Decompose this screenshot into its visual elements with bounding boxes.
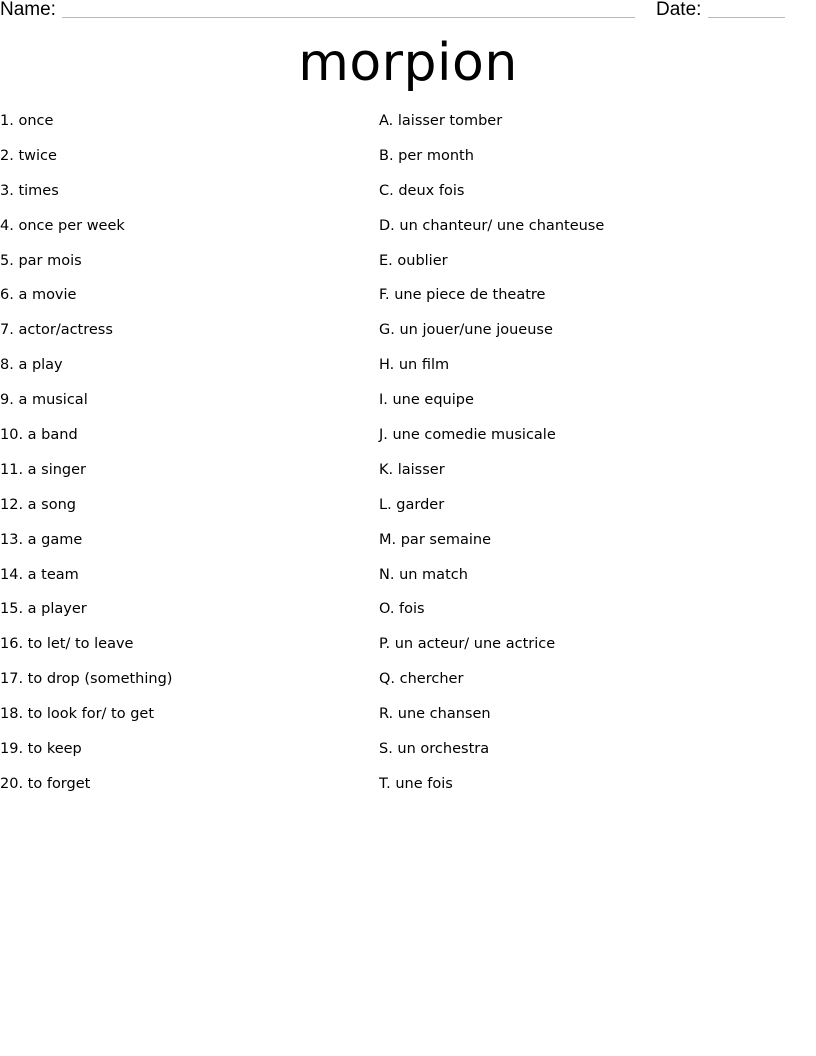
answer-item: R. une chansen (379, 706, 491, 723)
term-item: 13. a game (0, 531, 83, 548)
answer-item: G. un jouer/une joueuse (379, 322, 553, 339)
date-label: Date: (656, 0, 702, 20)
answer-item: S. un orchestra (379, 741, 490, 758)
answer-item: J. une comedie musicale (379, 427, 556, 444)
answer-item: H. un film (379, 357, 450, 374)
term-item: 4. once per week (0, 217, 125, 234)
date-blank-line[interactable] (708, 17, 785, 18)
answer-item: D. un chanteur/ une chanteuse (379, 217, 605, 234)
term-item: 20. to forget (0, 775, 91, 792)
answer-item: M. par semaine (379, 531, 492, 548)
answer-item: C. deux fois (379, 182, 465, 199)
term-item: 1. once (0, 113, 54, 129)
name-blank-line[interactable] (62, 17, 635, 18)
term-item: 11. a singer (0, 461, 87, 478)
terms-column (0, 112, 172, 810)
answer-item: Q. chercher (379, 671, 464, 688)
answer-item: P. un acteur/ une actrice (379, 636, 556, 653)
term-item: 14. a team (0, 566, 79, 583)
answer-item: K. laisser (379, 461, 445, 478)
term-item: 3. times (0, 182, 59, 199)
term-item: 19. to keep (0, 741, 82, 758)
term-item: 2. twice (0, 147, 57, 164)
answers-column (379, 112, 604, 810)
term-item: 7. actor/actress (0, 322, 113, 339)
term-item: 15. a player (0, 601, 87, 618)
term-item: 12. a song (0, 496, 76, 513)
term-item: 18. to look for/ to get (0, 706, 155, 723)
answer-item: O. fois (379, 601, 425, 618)
term-item: 5. par mois (0, 252, 82, 269)
answer-item: E. oublier (379, 252, 448, 269)
term-item: 8. a play (0, 357, 63, 374)
answer-item: F. une piece de theatre (379, 287, 546, 304)
worksheet-header (0, 0, 816, 22)
answer-item: L. garder (379, 496, 445, 513)
worksheet-title: morpion (298, 33, 518, 93)
term-item: 16. to let/ to leave (0, 636, 134, 653)
term-item: 17. to drop (something) (0, 671, 173, 688)
answer-item: I. une equipe (379, 392, 474, 409)
name-label: Name: (0, 0, 56, 20)
answer-item: N. un match (379, 566, 468, 583)
term-item: 10. a band (0, 427, 78, 444)
answer-item: B. per month (379, 147, 474, 164)
term-item: 9. a musical (0, 392, 88, 409)
answer-item: A. laisser tomber (379, 113, 503, 129)
term-item: 6. a movie (0, 287, 77, 304)
answer-item: T. une fois (379, 775, 453, 792)
